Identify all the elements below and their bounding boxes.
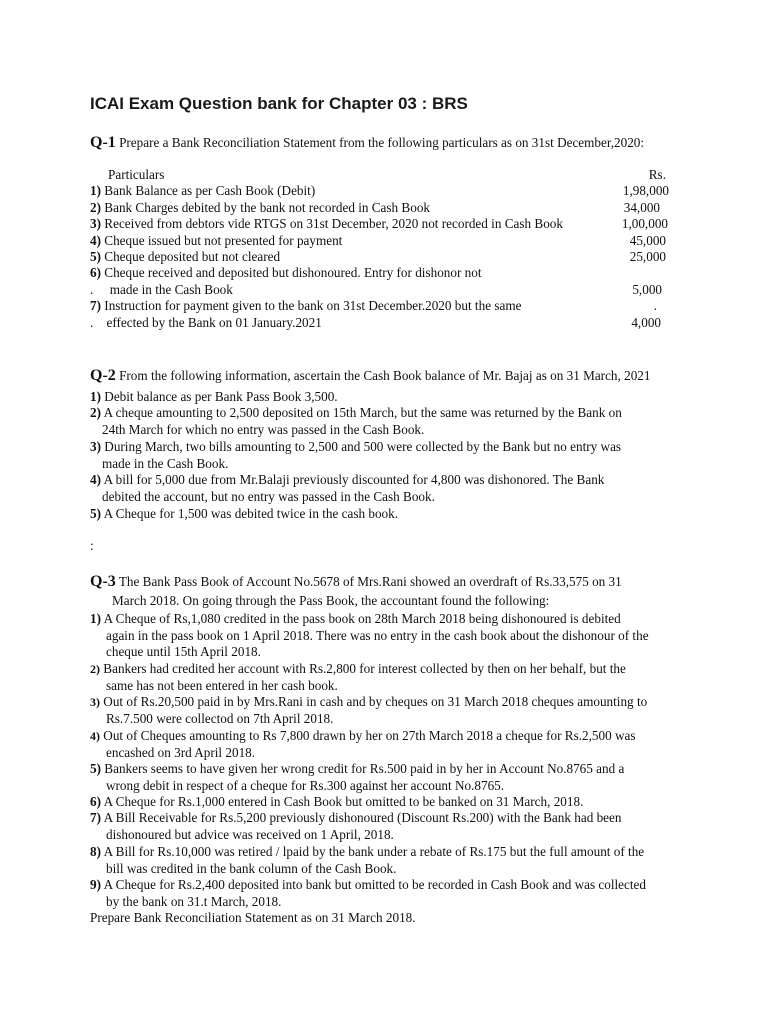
q3-item-number: 1) xyxy=(90,611,101,626)
q3-item-line: Bankers seems to have given her wrong credit for Rs.500 paid in by her in Account No.8765 and a xyxy=(104,761,625,776)
q1-heading xyxy=(90,135,644,152)
q3-item-number: 2) xyxy=(90,662,100,676)
q3-item xyxy=(90,810,690,843)
q2-heading xyxy=(90,368,651,385)
q2-item-line: During March, two bills amounting to 2,500 and 500 were collected by the Bank but no entry was xyxy=(104,439,622,454)
q3-heading-cont xyxy=(90,593,690,610)
q3-heading xyxy=(90,574,622,591)
q2-number: Q-2 xyxy=(90,367,116,384)
stray-colon: : xyxy=(90,538,94,553)
q3-item-line: A Bill for Rs.10,000 was retired / lpaid by the bank under a rebate of Rs.175 but the full amount of the xyxy=(103,844,645,859)
q1-row-amount: 25,000 xyxy=(629,249,666,264)
q2-item-line: A Cheque for 1,500 was debited twice in the cash book. xyxy=(103,506,399,521)
q3-item xyxy=(90,611,690,661)
q1-row-amount: 45,000 xyxy=(629,233,666,248)
q2-item-line: 24th March for which no entry was passed in the Cash Book. xyxy=(102,421,425,437)
q3-item-number: 9) xyxy=(90,877,101,892)
q3-text: The Bank Pass Book of Account No.5678 of Mrs.Rani showed an overdraft of Rs.33,575 on 31 xyxy=(118,574,622,589)
q3-item-number: 6) xyxy=(90,794,101,809)
q1-row-label: Cheque deposited but not cleared xyxy=(104,249,281,264)
q1-row-amount: . xyxy=(653,298,657,313)
q3-item-number: 5) xyxy=(90,761,101,776)
q1-row-amount: 4,000 xyxy=(631,315,661,330)
q1-row-number: . xyxy=(90,282,94,297)
q1-row-label: Bank Charges debited by the bank not recorded in Cash Book xyxy=(104,200,431,215)
q3-item-line: encashed on 3rd April 2018. xyxy=(106,744,256,760)
stray-mark xyxy=(90,538,690,555)
q3-closing-text: Prepare Bank Reconciliation Statement as on 31 March 2018. xyxy=(90,910,416,925)
q3-item xyxy=(90,728,690,761)
q1-row-label: Cheque issued but not presented for payment xyxy=(104,233,343,248)
q3-item xyxy=(90,794,690,811)
q2-item xyxy=(90,389,690,406)
q2-item xyxy=(90,506,690,523)
q2-item-line: made in the Cash Book. xyxy=(102,455,229,471)
q2-item-line: A bill for 5,000 due from Mr.Balaji previously discounted for 4,800 was dishonored. The Bank xyxy=(103,472,605,487)
q2-item xyxy=(90,405,690,438)
q2-text: From the following information, ascertain the Cash Book balance of Mr. Bajaj as on 31 March, 2021 xyxy=(119,368,651,383)
q2-item-number: 1) xyxy=(90,389,101,404)
q3-item-line: Bankers had credited her account with Rs.2,800 for interest collected by then on her behalf, but the xyxy=(103,661,626,676)
q1-col-rs: Rs. xyxy=(648,167,666,182)
q3-item-line: A Cheque for Rs.1,000 entered in Cash Book but omitted to be banked on 31 March, 2018. xyxy=(103,794,584,809)
q2-item xyxy=(90,439,690,472)
q3-item-line: wrong debit in respect of a cheque for Rs.300 against her account No.8765. xyxy=(106,777,505,793)
q3-item-line: Out of Rs.20,500 paid in by Mrs.Rani in cash and by cheques on 31 March 2018 cheques amounting to xyxy=(103,694,648,709)
q1-row-number: . xyxy=(90,315,94,330)
q3-item xyxy=(90,694,690,727)
q3-item-line: A Cheque of Rs,1,080 credited in the pass book on 28th March 2018 being dishonoured is debited xyxy=(103,611,621,626)
q3-item xyxy=(90,844,690,877)
q3-item-number: 3) xyxy=(90,695,100,709)
q2-item-number: 2) xyxy=(90,405,101,420)
q3-text-line2: March 2018. On going through the Pass Book, the accountant found the following: xyxy=(112,593,550,608)
q1-row-number: 2) xyxy=(90,200,101,215)
q1-row-number: 4) xyxy=(90,233,101,248)
q3-item xyxy=(90,877,690,910)
q3-item-line: bill was credited in the bank column of the Cash Book. xyxy=(106,860,397,876)
q3-item-number: 4) xyxy=(90,729,100,743)
q3-item-line: by the bank on 31.t March, 2018. xyxy=(106,893,282,909)
q1-row-amount: 34,000 xyxy=(623,200,660,215)
q3-closing xyxy=(90,910,690,927)
q1-row-label: Cheque received and deposited but dishonoured. Entry for dishonor not xyxy=(104,265,482,280)
q1-row-amount: 1,98,000 xyxy=(622,183,669,198)
q3-item-number: 7) xyxy=(90,810,101,825)
q2-item-line: Debit balance as per Bank Pass Book 3,500. xyxy=(104,389,338,404)
q2-item-number: 4) xyxy=(90,472,101,487)
q2-item xyxy=(90,472,690,505)
q1-row-number: 6) xyxy=(90,265,101,280)
q1-row-label: Received from debtors vide RTGS on 31st December, 2020 not recorded in Cash Book xyxy=(104,216,563,231)
q1-text: Prepare a Bank Reconciliation Statement from the following particulars as on 31st December,2020: xyxy=(119,135,645,150)
q3-item xyxy=(90,761,690,794)
q3-item-line: A Cheque for Rs.2,400 deposited into bank but omitted to be recorded in Cash Book and was collected xyxy=(103,877,646,892)
page-title: ICAI Exam Question bank for Chapter 03 : BRS xyxy=(90,94,468,113)
q2-item-number: 3) xyxy=(90,439,101,454)
q1-row-amount: 5,000 xyxy=(632,282,662,297)
q3-item xyxy=(90,661,690,694)
q2-item-line: debited the account, but no entry was passed in the Cash Book. xyxy=(102,488,435,504)
q3-item-line: Out of Cheques amounting to Rs 7,800 drawn by her on 27th March 2018 a cheque for Rs.2,500 was xyxy=(103,728,636,743)
q2-item-line: A cheque amounting to 2,500 deposited on 15th March, but the same was returned by the Bank on xyxy=(103,405,622,420)
q1-row-label: Bank Balance as per Cash Book (Debit) xyxy=(104,183,316,198)
q3-item-line: dishonoured but advice was received on 1 April, 2018. xyxy=(106,826,394,842)
q3-item-number: 8) xyxy=(90,844,101,859)
q3-item-line: Rs.7.500 were collectod on 7th April 2018. xyxy=(106,710,334,726)
q3-number: Q-3 xyxy=(90,573,116,590)
q3-item-line: cheque until 15th April 2018. xyxy=(106,644,261,660)
q3-item-line: same has not been entered in her cash book. xyxy=(106,677,338,693)
q1-number: Q-1 xyxy=(90,134,116,151)
q1-row-label: Instruction for payment given to the bank on 31st December.2020 but the same xyxy=(104,298,522,313)
q1-row-label: effected by the Bank on 01 January.2021 xyxy=(106,315,322,330)
q1-col-particulars: Particulars xyxy=(108,167,165,182)
q1-row-number: 5) xyxy=(90,249,101,264)
q1-row-number: 3) xyxy=(90,216,101,231)
q2-item-number: 5) xyxy=(90,506,101,521)
q1-row-label: made in the Cash Book xyxy=(109,282,233,297)
q1-row-number: 1) xyxy=(90,183,101,198)
q3-item-line: A Bill Receivable for Rs.5,200 previously dishonoured (Discount Rs.200) with the Bank had been xyxy=(103,810,622,825)
q3-item-line: again in the pass book on 1 April 2018. There was no entry in the cash book about the dishonour of the xyxy=(106,627,649,643)
q1-row-amount: 1,00,000 xyxy=(621,216,668,231)
q1-row-number: 7) xyxy=(90,298,101,313)
